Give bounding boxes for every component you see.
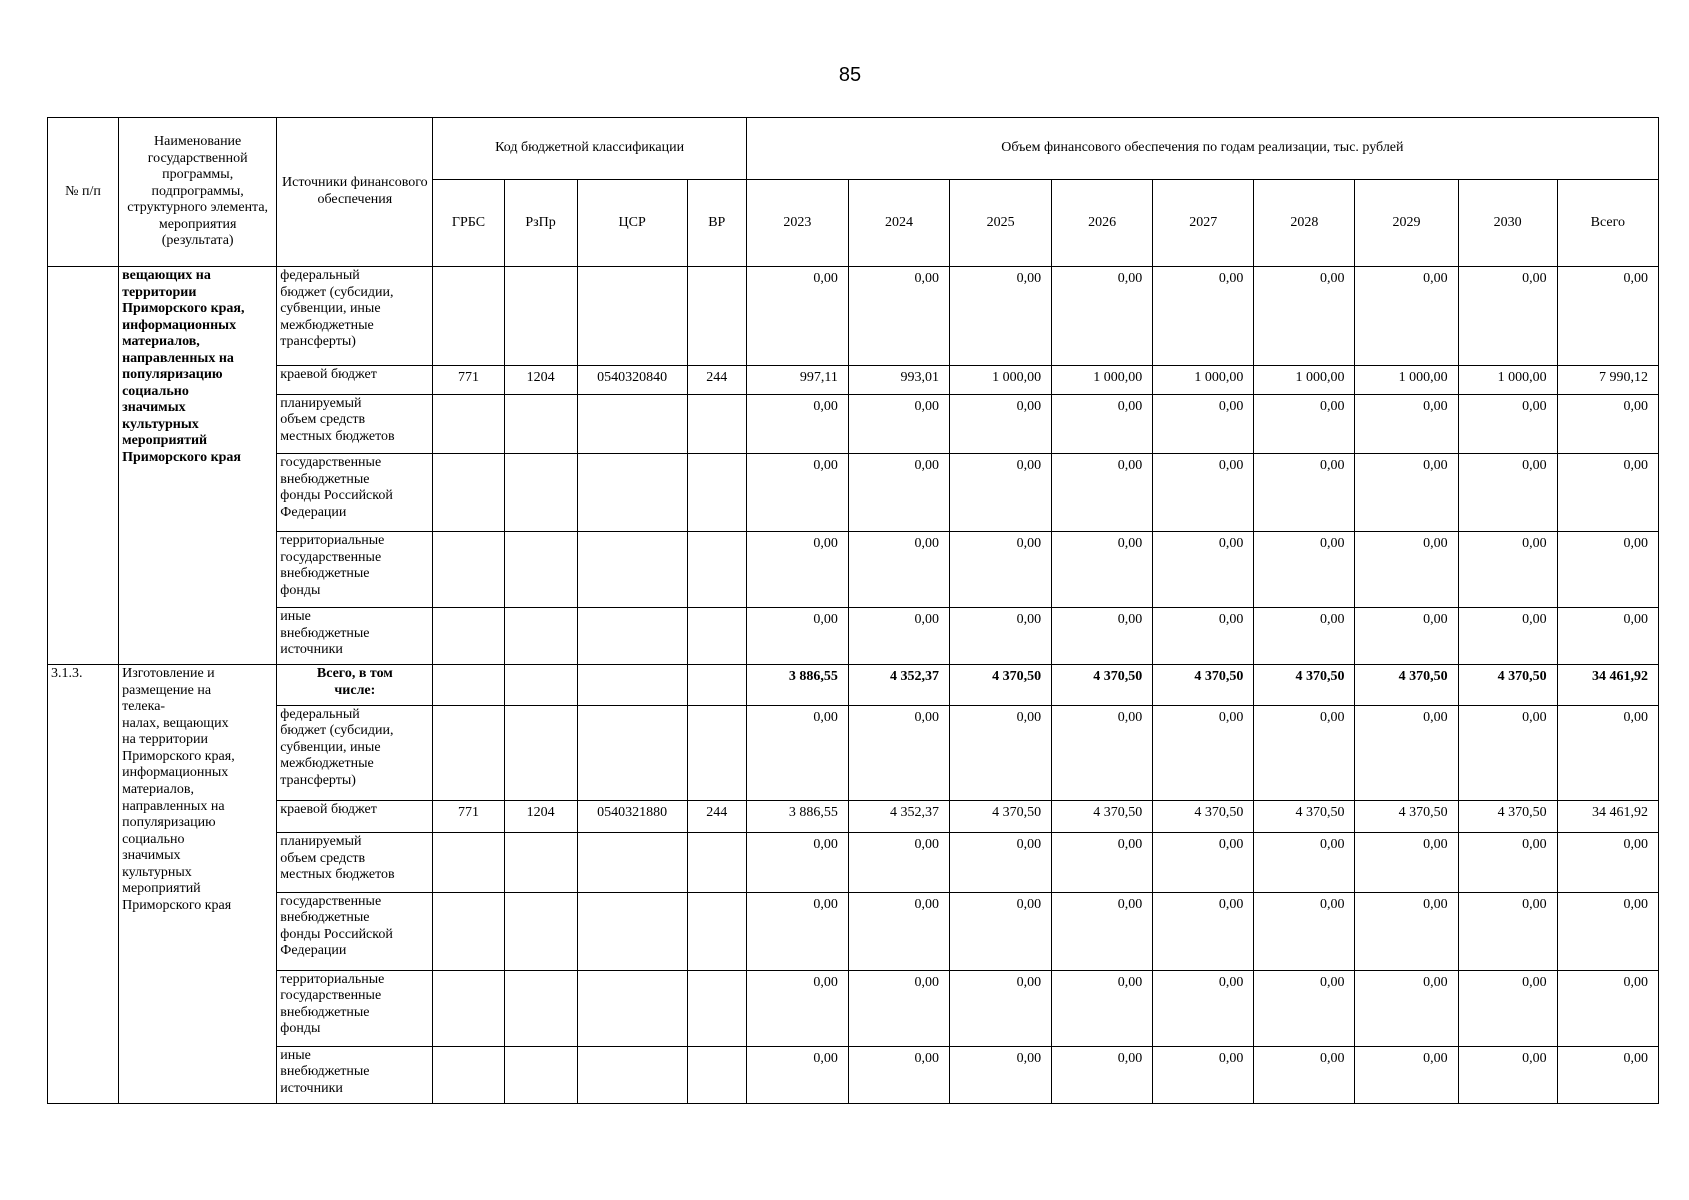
amount-cell: 4 370,50 bbox=[1153, 800, 1254, 833]
amount-cell: 0,00 bbox=[1458, 608, 1557, 665]
amount-cell: 0,00 bbox=[1254, 532, 1355, 608]
amount-cell: 0,00 bbox=[848, 970, 949, 1046]
header-year-5: 2028 bbox=[1254, 180, 1355, 267]
amount-cell: 0,00 bbox=[1052, 1046, 1153, 1103]
amount-cell: 0,00 bbox=[1355, 394, 1458, 453]
amount-cell: 0,00 bbox=[1153, 394, 1254, 453]
amount-cell: 0,00 bbox=[746, 454, 848, 532]
amount-cell: 0,00 bbox=[1153, 454, 1254, 532]
amount-cell: 0,00 bbox=[1254, 970, 1355, 1046]
amount-cell: 0,00 bbox=[848, 532, 949, 608]
budget-code-cell bbox=[504, 267, 577, 366]
table-row bbox=[48, 1046, 1659, 1103]
amount-cell: 0,00 bbox=[1052, 833, 1153, 892]
item-number: 3.1.3. bbox=[48, 665, 119, 1104]
amount-cell: 0,00 bbox=[1458, 892, 1557, 970]
amount-cell: 0,00 bbox=[1355, 833, 1458, 892]
amount-cell: 0,00 bbox=[1557, 394, 1658, 453]
amount-cell: 0,00 bbox=[1557, 267, 1658, 366]
amount-cell: 0,00 bbox=[1557, 608, 1658, 665]
amount-cell: 0,00 bbox=[1254, 267, 1355, 366]
budget-code-cell bbox=[504, 1046, 577, 1103]
budget-code-cell: 1204 bbox=[504, 800, 577, 833]
table-row bbox=[48, 833, 1659, 892]
header-name: Наименование государственной программы, подпрограммы, структурного элемента, мероприятия (результата) bbox=[119, 118, 277, 267]
funding-source: планируемый объем средств местных бюджетов bbox=[277, 833, 433, 892]
amount-cell: 4 370,50 bbox=[1458, 800, 1557, 833]
amount-cell: 0,00 bbox=[1052, 892, 1153, 970]
amount-cell: 0,00 bbox=[848, 267, 949, 366]
amount-cell: 0,00 bbox=[1557, 970, 1658, 1046]
amount-cell: 0,00 bbox=[1458, 833, 1557, 892]
amount-cell: 0,00 bbox=[1355, 532, 1458, 608]
budget-code-cell bbox=[577, 394, 687, 453]
header-year-8: Всего bbox=[1557, 180, 1658, 267]
amount-cell: 1 000,00 bbox=[1355, 366, 1458, 395]
budget-code-cell bbox=[504, 970, 577, 1046]
amount-cell: 0,00 bbox=[950, 1046, 1052, 1103]
amount-cell: 4 352,37 bbox=[848, 800, 949, 833]
amount-cell: 0,00 bbox=[848, 1046, 949, 1103]
amount-cell: 0,00 bbox=[1458, 394, 1557, 453]
header-year-2: 2025 bbox=[950, 180, 1052, 267]
amount-cell: 1 000,00 bbox=[950, 366, 1052, 395]
amount-cell: 0,00 bbox=[1254, 833, 1355, 892]
amount-cell: 0,00 bbox=[848, 394, 949, 453]
header-code-1: РзПр bbox=[504, 180, 577, 267]
amount-cell: 0,00 bbox=[950, 454, 1052, 532]
amount-cell: 0,00 bbox=[1052, 454, 1153, 532]
header-code-0: ГРБС bbox=[433, 180, 504, 267]
budget-code-cell: 0540321880 bbox=[577, 800, 687, 833]
amount-cell: 0,00 bbox=[1153, 267, 1254, 366]
amount-cell: 0,00 bbox=[1355, 267, 1458, 366]
amount-cell: 0,00 bbox=[1557, 892, 1658, 970]
budget-code-cell bbox=[504, 892, 577, 970]
amount-cell: 4 370,50 bbox=[1458, 665, 1557, 705]
budget-code-cell bbox=[433, 833, 504, 892]
header-year-7: 2030 bbox=[1458, 180, 1557, 267]
budget-code-cell bbox=[504, 665, 577, 705]
funding-source: государственные внебюджетные фонды Российской Федерации bbox=[277, 892, 433, 970]
table-row bbox=[48, 454, 1659, 532]
amount-cell: 0,00 bbox=[1458, 454, 1557, 532]
table-row bbox=[48, 800, 1659, 833]
budget-code-cell bbox=[687, 833, 746, 892]
header-year-1: 2024 bbox=[848, 180, 949, 267]
amount-cell: 4 352,37 bbox=[848, 665, 949, 705]
budget-code-cell bbox=[433, 970, 504, 1046]
amount-cell: 0,00 bbox=[950, 532, 1052, 608]
amount-cell: 0,00 bbox=[746, 705, 848, 800]
item-number bbox=[48, 267, 119, 665]
budget-code-cell bbox=[577, 1046, 687, 1103]
amount-cell: 0,00 bbox=[1355, 454, 1458, 532]
budget-table bbox=[47, 117, 1659, 1104]
header-code-3: ВР bbox=[687, 180, 746, 267]
header-year-3: 2026 bbox=[1052, 180, 1153, 267]
table-row bbox=[48, 665, 1659, 705]
budget-code-cell bbox=[687, 267, 746, 366]
budget-code-cell: 771 bbox=[433, 366, 504, 395]
amount-cell: 0,00 bbox=[950, 608, 1052, 665]
budget-code-cell bbox=[687, 608, 746, 665]
amount-cell: 4 370,50 bbox=[1254, 665, 1355, 705]
amount-cell: 0,00 bbox=[1153, 892, 1254, 970]
amount-cell: 0,00 bbox=[1557, 705, 1658, 800]
budget-code-cell: 771 bbox=[433, 800, 504, 833]
budget-code-cell: 0540320840 bbox=[577, 366, 687, 395]
budget-code-cell bbox=[687, 1046, 746, 1103]
table-row bbox=[48, 532, 1659, 608]
budget-code-cell bbox=[577, 665, 687, 705]
table-row bbox=[48, 970, 1659, 1046]
budget-code-cell bbox=[577, 608, 687, 665]
amount-cell: 4 370,50 bbox=[1153, 665, 1254, 705]
funding-source: государственные внебюджетные фонды Российской Федерации bbox=[277, 454, 433, 532]
amount-cell: 0,00 bbox=[1458, 705, 1557, 800]
funding-source: федеральный бюджет (субсидии, субвенции, иные межбюджетные трансферты) bbox=[277, 705, 433, 800]
budget-code-cell bbox=[687, 394, 746, 453]
amount-cell: 0,00 bbox=[746, 892, 848, 970]
amount-cell: 0,00 bbox=[1254, 705, 1355, 800]
budget-code-cell bbox=[577, 454, 687, 532]
amount-cell: 0,00 bbox=[1557, 1046, 1658, 1103]
header-year-6: 2029 bbox=[1355, 180, 1458, 267]
funding-source: федеральный бюджет (субсидии, субвенции, иные межбюджетные трансферты) bbox=[277, 267, 433, 366]
amount-cell: 0,00 bbox=[1254, 892, 1355, 970]
funding-source: иные внебюджетные источники bbox=[277, 1046, 433, 1103]
budget-code-cell bbox=[687, 892, 746, 970]
amount-cell: 997,11 bbox=[746, 366, 848, 395]
amount-cell: 0,00 bbox=[1153, 833, 1254, 892]
header-year-0: 2023 bbox=[746, 180, 848, 267]
budget-code-cell bbox=[433, 394, 504, 453]
budget-code-cell bbox=[687, 454, 746, 532]
amount-cell: 0,00 bbox=[1254, 394, 1355, 453]
amount-cell: 4 370,50 bbox=[950, 800, 1052, 833]
amount-cell: 0,00 bbox=[848, 608, 949, 665]
amount-cell: 0,00 bbox=[1254, 608, 1355, 665]
budget-code-cell bbox=[433, 454, 504, 532]
amount-cell: 34 461,92 bbox=[1557, 665, 1658, 705]
funding-source: территориальные государственные внебюджетные фонды bbox=[277, 970, 433, 1046]
amount-cell: 0,00 bbox=[950, 970, 1052, 1046]
budget-code-cell bbox=[577, 532, 687, 608]
amount-cell: 0,00 bbox=[950, 267, 1052, 366]
header-num: № п/п bbox=[48, 118, 119, 267]
header-year-4: 2027 bbox=[1153, 180, 1254, 267]
header-source: Источники финансового обеспечения bbox=[277, 118, 433, 267]
amount-cell: 1 000,00 bbox=[1153, 366, 1254, 395]
budget-code-cell bbox=[577, 267, 687, 366]
amount-cell: 0,00 bbox=[1153, 970, 1254, 1046]
amount-cell: 0,00 bbox=[848, 454, 949, 532]
amount-cell: 0,00 bbox=[1153, 532, 1254, 608]
budget-code-cell: 244 bbox=[687, 800, 746, 833]
amount-cell: 0,00 bbox=[1052, 394, 1153, 453]
amount-cell: 1 000,00 bbox=[1052, 366, 1153, 395]
amount-cell: 7 990,12 bbox=[1557, 366, 1658, 395]
budget-code-cell bbox=[504, 532, 577, 608]
amount-cell: 0,00 bbox=[950, 892, 1052, 970]
amount-cell: 4 370,50 bbox=[1052, 665, 1153, 705]
budget-code-cell bbox=[504, 454, 577, 532]
amount-cell: 4 370,50 bbox=[1254, 800, 1355, 833]
amount-cell: 0,00 bbox=[1052, 970, 1153, 1046]
budget-code-cell bbox=[504, 833, 577, 892]
table-row bbox=[48, 366, 1659, 395]
table-row bbox=[48, 892, 1659, 970]
budget-code-cell bbox=[433, 1046, 504, 1103]
amount-cell: 0,00 bbox=[848, 892, 949, 970]
budget-code-cell bbox=[433, 705, 504, 800]
budget-code-cell bbox=[577, 892, 687, 970]
budget-code-cell bbox=[687, 532, 746, 608]
amount-cell: 0,00 bbox=[1153, 705, 1254, 800]
amount-cell: 0,00 bbox=[1557, 833, 1658, 892]
amount-cell: 0,00 bbox=[746, 608, 848, 665]
budget-code-cell bbox=[687, 970, 746, 1046]
amount-cell: 0,00 bbox=[950, 394, 1052, 453]
budget-code-cell bbox=[577, 833, 687, 892]
amount-cell: 0,00 bbox=[950, 705, 1052, 800]
budget-code-cell: 244 bbox=[687, 366, 746, 395]
budget-code-cell: 1204 bbox=[504, 366, 577, 395]
table-row bbox=[48, 608, 1659, 665]
amount-cell: 0,00 bbox=[746, 833, 848, 892]
funding-source: планируемый объем средств местных бюджетов bbox=[277, 394, 433, 453]
funding-source: иные внебюджетные источники bbox=[277, 608, 433, 665]
amount-cell: 0,00 bbox=[1355, 608, 1458, 665]
funding-source: краевой бюджет bbox=[277, 800, 433, 833]
budget-code-cell bbox=[577, 705, 687, 800]
table-row bbox=[48, 394, 1659, 453]
funding-source: Всего, в том числе: bbox=[277, 665, 433, 705]
budget-code-cell bbox=[433, 892, 504, 970]
amount-cell: 4 370,50 bbox=[950, 665, 1052, 705]
amount-cell: 0,00 bbox=[746, 970, 848, 1046]
amount-cell: 0,00 bbox=[1355, 705, 1458, 800]
amount-cell: 1 000,00 bbox=[1254, 366, 1355, 395]
funding-source: краевой бюджет bbox=[277, 366, 433, 395]
amount-cell: 0,00 bbox=[1355, 970, 1458, 1046]
amount-cell: 0,00 bbox=[848, 705, 949, 800]
amount-cell: 34 461,92 bbox=[1557, 800, 1658, 833]
amount-cell: 0,00 bbox=[1052, 705, 1153, 800]
amount-cell: 0,00 bbox=[1052, 532, 1153, 608]
amount-cell: 0,00 bbox=[1052, 267, 1153, 366]
amount-cell: 4 370,50 bbox=[1355, 665, 1458, 705]
table-row bbox=[48, 267, 1659, 366]
budget-code-cell bbox=[433, 608, 504, 665]
budget-code-cell bbox=[504, 394, 577, 453]
amount-cell: 0,00 bbox=[746, 532, 848, 608]
amount-cell: 0,00 bbox=[1153, 1046, 1254, 1103]
amount-cell: 0,00 bbox=[848, 833, 949, 892]
amount-cell: 0,00 bbox=[1254, 454, 1355, 532]
item-name: Изготовление и размещение на телека- налах, вещающих на территории Приморского края, информационных материалов, направленных на популяризацию социально значимых культурных мероприятий Приморского края bbox=[119, 665, 277, 1104]
amount-cell: 993,01 bbox=[848, 366, 949, 395]
amount-cell: 0,00 bbox=[746, 394, 848, 453]
amount-cell: 0,00 bbox=[950, 833, 1052, 892]
amount-cell: 0,00 bbox=[1458, 1046, 1557, 1103]
amount-cell: 0,00 bbox=[1355, 1046, 1458, 1103]
budget-code-cell bbox=[504, 608, 577, 665]
amount-cell: 4 370,50 bbox=[1355, 800, 1458, 833]
budget-code-cell bbox=[577, 970, 687, 1046]
amount-cell: 0,00 bbox=[1557, 454, 1658, 532]
amount-cell: 4 370,50 bbox=[1052, 800, 1153, 833]
item-name: вещающих на территории Приморского края, информационных материалов, направленных на популяризацию социально значимых культурных мероприятий Приморского края bbox=[119, 267, 277, 665]
amount-cell: 0,00 bbox=[746, 267, 848, 366]
budget-code-cell bbox=[433, 665, 504, 705]
budget-code-cell bbox=[504, 705, 577, 800]
amount-cell: 0,00 bbox=[1153, 608, 1254, 665]
amount-cell: 0,00 bbox=[1458, 970, 1557, 1046]
amount-cell: 0,00 bbox=[746, 1046, 848, 1103]
header-volume-group: Объем финансового обеспечения по годам реализации, тыс. рублей bbox=[746, 118, 1658, 180]
funding-source: территориальные государственные внебюджетные фонды bbox=[277, 532, 433, 608]
amount-cell: 3 886,55 bbox=[746, 800, 848, 833]
budget-code-cell bbox=[433, 532, 504, 608]
budget-code-cell bbox=[687, 705, 746, 800]
budget-code-cell bbox=[433, 267, 504, 366]
amount-cell: 0,00 bbox=[1458, 267, 1557, 366]
budget-code-cell bbox=[687, 665, 746, 705]
amount-cell: 1 000,00 bbox=[1458, 366, 1557, 395]
header-code-2: ЦСР bbox=[577, 180, 687, 267]
amount-cell: 0,00 bbox=[1052, 608, 1153, 665]
amount-cell: 3 886,55 bbox=[746, 665, 848, 705]
amount-cell: 0,00 bbox=[1254, 1046, 1355, 1103]
table-row bbox=[48, 705, 1659, 800]
table-body bbox=[48, 267, 1659, 1104]
page-number: 85 bbox=[838, 64, 862, 86]
amount-cell: 0,00 bbox=[1458, 532, 1557, 608]
amount-cell: 0,00 bbox=[1355, 892, 1458, 970]
amount-cell: 0,00 bbox=[1557, 532, 1658, 608]
header-code-group: Код бюджетной классификации bbox=[433, 118, 746, 180]
